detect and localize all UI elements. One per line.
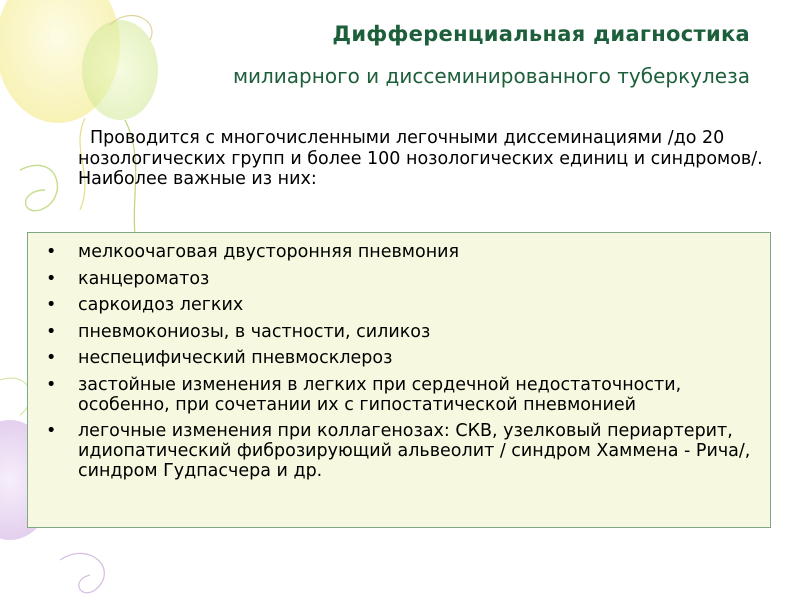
list-item-text: застойные изменения в легких при сердечной недостаточности, особенно, при сочетании их с гипостатической пневмонией bbox=[78, 374, 682, 415]
ribbon-curl bbox=[0, 378, 30, 415]
list-item-text: пневмокониозы, в частности, силикоз bbox=[78, 321, 431, 342]
list-item-text: мелкоочаговая двусторонняя пневмония bbox=[78, 242, 460, 262]
bullet: • bbox=[46, 268, 57, 289]
diagnosis-list bbox=[46, 242, 766, 488]
list-item bbox=[46, 322, 766, 342]
slide-subtitle: милиарного и диссеминированного туберкулеза bbox=[232, 64, 750, 88]
slide-title: Дифференциальная диагностика bbox=[332, 22, 750, 46]
list-item-text: саркоидоз легких bbox=[78, 295, 244, 315]
bullet: • bbox=[46, 321, 57, 342]
list-item bbox=[46, 421, 766, 481]
list-item-text: канцероматоз bbox=[78, 268, 210, 289]
bullet: • bbox=[46, 348, 57, 368]
ribbon-curl bbox=[20, 165, 57, 210]
ribbon-curl bbox=[60, 553, 104, 592]
list-item bbox=[46, 295, 766, 315]
list-item-text: легочные изменения при коллагенозах: СКВ, узелковый периартерит, идиопатический фиброзирующий альвеолит / синдром Хаммена - Рича/, синдром Гудпасчера и др. bbox=[78, 421, 751, 481]
bullet: • bbox=[46, 374, 57, 395]
intro-paragraph: Проводится с многочисленными легочными диссеминациями /до 20 нозологических групп и более 100 нозологических единиц и синдромов/. Наиболее важные из них: bbox=[78, 128, 763, 189]
list-item bbox=[46, 375, 766, 415]
bullet: • bbox=[46, 242, 57, 262]
bullet: • bbox=[46, 295, 57, 315]
list-item bbox=[46, 269, 766, 289]
bullet: • bbox=[46, 421, 57, 441]
list-item-text: неспецифический пневмосклероз bbox=[78, 348, 393, 368]
list-item bbox=[46, 348, 766, 368]
list-item bbox=[46, 242, 766, 262]
